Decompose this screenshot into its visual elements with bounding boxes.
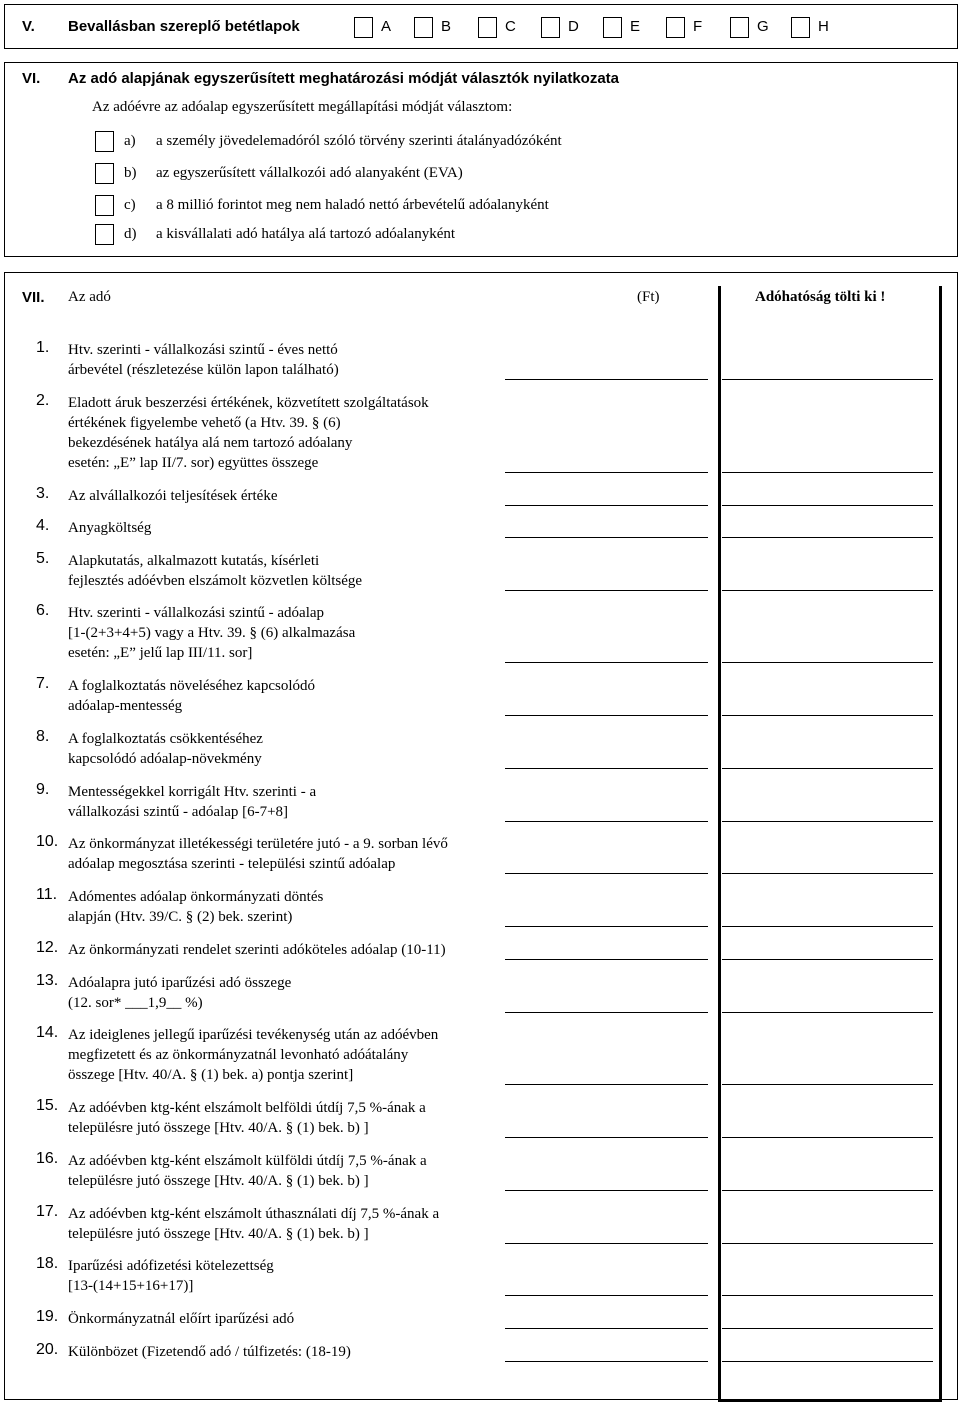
option-letter: c) — [124, 197, 136, 213]
checkbox-e[interactable] — [603, 17, 622, 38]
row-number: 10. — [36, 833, 59, 850]
option-text: a személy jövedelemadóról szóló törvény szerinti átalányadózóként — [156, 133, 562, 149]
row-number: 15. — [36, 1097, 59, 1114]
option-letter: b) — [124, 165, 137, 181]
amount-field[interactable] — [505, 1243, 708, 1244]
checkbox-label-e: E — [630, 18, 641, 35]
amount-field[interactable] — [505, 1012, 708, 1013]
row-text: Különbözet (Fizetendő adó / túlfizetés: (18-19) — [68, 1344, 351, 1360]
row-text: fejlesztés adóévben elszámolt közvetlen költsége — [68, 573, 363, 589]
row-text: alapján (Htv. 39/C. § (2) bek. szerint) — [68, 909, 293, 925]
amount-field[interactable] — [505, 821, 708, 822]
checkbox-f[interactable] — [666, 17, 685, 38]
authority-field[interactable] — [722, 1137, 933, 1138]
row-text: bekezdésének hatálya alá nem tartozó adóalany — [68, 435, 353, 451]
row-text: Az ideiglenes jellegű iparűzési tevékenység után az adóévben — [68, 1027, 439, 1043]
row-number: 12. — [36, 939, 59, 956]
row-text: településre jutó összege [Htv. 40/A. § (1) bek. b) ] — [68, 1173, 369, 1189]
section-5-number: V. — [22, 18, 35, 35]
row-text: Az adóévben ktg-ként elszámolt külföldi útdíj 7,5 %-ának a — [68, 1153, 427, 1169]
row-number: 20. — [36, 1341, 59, 1358]
option-checkbox-d[interactable] — [95, 224, 114, 245]
amount-field[interactable] — [505, 768, 708, 769]
amount-field[interactable] — [505, 472, 708, 473]
row-number: 4. — [36, 517, 50, 534]
amount-field[interactable] — [505, 715, 708, 716]
row-text: Alapkutatás, alkalmazott kutatás, kísérleti — [68, 553, 320, 569]
checkbox-label-g: G — [757, 18, 769, 35]
row-number: 16. — [36, 1150, 59, 1167]
authority-field[interactable] — [722, 1012, 933, 1013]
row-text: Mentességekkel korrigált Htv. szerinti - a — [68, 784, 317, 800]
authority-field[interactable] — [722, 873, 933, 874]
authority-field[interactable] — [722, 959, 933, 960]
amount-field[interactable] — [505, 505, 708, 506]
row-text: [1-(2+3+4+5) vagy a Htv. 39. § (6) alkalmazása — [68, 625, 356, 641]
option-checkbox-b[interactable] — [95, 163, 114, 184]
row-number: 14. — [36, 1024, 59, 1041]
row-text: Az önkormányzati rendelet szerinti adóköteles adóalap (10-11) — [68, 942, 446, 958]
checkbox-label-c: C — [505, 18, 516, 35]
row-text: A foglalkoztatás csökkentéséhez — [68, 731, 263, 747]
section-6-number: VI. — [22, 70, 41, 87]
row-text: Az adóévben ktg-ként elszámolt úthasználati díj 7,5 %-ának a — [68, 1206, 440, 1222]
amount-field[interactable] — [505, 1137, 708, 1138]
amount-field[interactable] — [505, 1328, 708, 1329]
checkbox-g[interactable] — [730, 17, 749, 38]
row-number: 6. — [36, 602, 50, 619]
option-text: a 8 millió forintot meg nem haladó nettó árbevételű adóalanyként — [156, 197, 549, 213]
amount-field[interactable] — [505, 1295, 708, 1296]
option-letter: a) — [124, 133, 136, 149]
row-text: A foglalkoztatás növeléséhez kapcsolódó — [68, 678, 316, 694]
checkbox-label-a: A — [381, 18, 392, 35]
row-text: Anyagköltség — [68, 520, 152, 536]
row-text: vállalkozási szintű - adóalap [6-7+8] — [68, 804, 289, 820]
authority-field[interactable] — [722, 379, 933, 380]
row-text: településre jutó összege [Htv. 40/A. § (1) bek. b) ] — [68, 1120, 369, 1136]
amount-field[interactable] — [505, 1361, 708, 1362]
checkbox-label-f: F — [693, 18, 703, 35]
amount-field[interactable] — [505, 1190, 708, 1191]
row-number: 17. — [36, 1203, 59, 1220]
section-5-title: Bevallásban szereplő betétlapok — [68, 18, 300, 35]
amount-field[interactable] — [505, 926, 708, 927]
row-text: esetén: „E” lap II/7. sor) együttes összege — [68, 455, 319, 471]
amount-field[interactable] — [505, 1084, 708, 1085]
row-text: árbevétel (részletezése külön lapon található) — [68, 362, 339, 378]
row-text: összege [Htv. 40/A. § (1) bek. a) pontja szerint] — [68, 1067, 354, 1083]
row-number: 18. — [36, 1255, 59, 1272]
checkbox-d[interactable] — [541, 17, 560, 38]
section-7-title: Az adó — [68, 289, 111, 305]
checkbox-c[interactable] — [478, 17, 497, 38]
amount-field[interactable] — [505, 379, 708, 380]
row-text: Iparűzési adófizetési kötelezettség — [68, 1258, 274, 1274]
authority-field[interactable] — [722, 662, 933, 663]
checkbox-label-h: H — [818, 18, 829, 35]
checkbox-label-d: D — [568, 18, 579, 35]
row-text: Adómentes adóalap önkormányzati döntés — [68, 889, 324, 905]
row-text: adóalap megosztása szerinti - települési szintű adóalap — [68, 856, 396, 872]
currency-unit: (Ft) — [637, 289, 660, 305]
row-text: megfizetett és az önkormányzatnál levonható adóátalány — [68, 1047, 409, 1063]
checkbox-h[interactable] — [791, 17, 810, 38]
checkbox-label-b: B — [441, 18, 452, 35]
row-text: Adóalapra jutó iparűzési adó összege — [68, 975, 292, 991]
checkbox-b[interactable] — [414, 17, 433, 38]
row-number: 9. — [36, 781, 50, 798]
authority-field[interactable] — [722, 768, 933, 769]
row-text: [13-(14+15+16+17)] — [68, 1278, 194, 1294]
row-text: (12. sor* ___1,9__ %) — [68, 995, 203, 1011]
row-number: 13. — [36, 972, 59, 989]
row-text: esetén: „E” jelű lap III/11. sor] — [68, 645, 253, 661]
authority-column-border — [718, 286, 942, 1402]
row-number: 8. — [36, 728, 50, 745]
row-number: 1. — [36, 339, 50, 356]
amount-field[interactable] — [505, 537, 708, 538]
option-checkbox-a[interactable] — [95, 131, 114, 152]
authority-field[interactable] — [722, 1243, 933, 1244]
authority-field[interactable] — [722, 821, 933, 822]
section-6-intro: Az adóévre az adóalap egyszerűsített megállapítási módját választom: — [92, 99, 513, 115]
row-number: 19. — [36, 1308, 59, 1325]
authority-field[interactable] — [722, 590, 933, 591]
section-6-box — [4, 62, 958, 257]
checkbox-a[interactable] — [354, 17, 373, 38]
row-text: Az alvállalkozói teljesítések értéke — [68, 488, 278, 504]
row-number: 3. — [36, 485, 50, 502]
authority-field[interactable] — [722, 1084, 933, 1085]
authority-field[interactable] — [722, 1295, 933, 1296]
row-text: értékének figyelembe vehető (a Htv. 39. § (6) — [68, 415, 341, 431]
row-text: Önkormányzatnál előírt iparűzési adó — [68, 1311, 295, 1327]
authority-label: Adóhatóság tölti ki ! — [755, 289, 886, 305]
row-text: kapcsolódó adóalap-növekmény — [68, 751, 262, 767]
section-7-number: VII. — [22, 289, 45, 306]
authority-field[interactable] — [722, 1190, 933, 1191]
row-text: településre jutó összege [Htv. 40/A. § (1) bek. b) ] — [68, 1226, 369, 1242]
authority-field[interactable] — [722, 715, 933, 716]
row-text: Az önkormányzat illetékességi területére jutó - a 9. sorban lévő — [68, 836, 448, 852]
option-checkbox-c[interactable] — [95, 195, 114, 216]
authority-field[interactable] — [722, 926, 933, 927]
row-text: adóalap-mentesség — [68, 698, 183, 714]
amount-field[interactable] — [505, 959, 708, 960]
row-number: 5. — [36, 550, 50, 567]
row-number: 2. — [36, 392, 50, 409]
authority-field[interactable] — [722, 505, 933, 506]
row-number: 11. — [36, 886, 58, 903]
section-6-title: Az adó alapjának egyszerűsített meghatározási módját választók nyilatkozata — [68, 70, 620, 87]
row-text: Htv. szerinti - vállalkozási szintű - éves nettó — [68, 342, 338, 358]
amount-field[interactable] — [505, 662, 708, 663]
authority-field[interactable] — [722, 472, 933, 473]
row-text: Az adóévben ktg-ként elszámolt belföldi útdíj 7,5 %-ának a — [68, 1100, 426, 1116]
row-text: Htv. szerinti - vállalkozási szintű - adóalap — [68, 605, 325, 621]
row-number: 7. — [36, 675, 50, 692]
authority-field[interactable] — [722, 1361, 933, 1362]
amount-field[interactable] — [505, 873, 708, 874]
amount-field[interactable] — [505, 590, 708, 591]
option-text: az egyszerűsített vállalkozói adó alanyaként (EVA) — [156, 165, 463, 181]
row-text: Eladott áruk beszerzési értékének, közvetített szolgáltatások — [68, 395, 429, 411]
authority-field[interactable] — [722, 537, 933, 538]
option-text: a kisvállalati adó hatálya alá tartozó adóalanyként — [156, 226, 456, 242]
authority-field[interactable] — [722, 1328, 933, 1329]
option-letter: d) — [124, 226, 137, 242]
